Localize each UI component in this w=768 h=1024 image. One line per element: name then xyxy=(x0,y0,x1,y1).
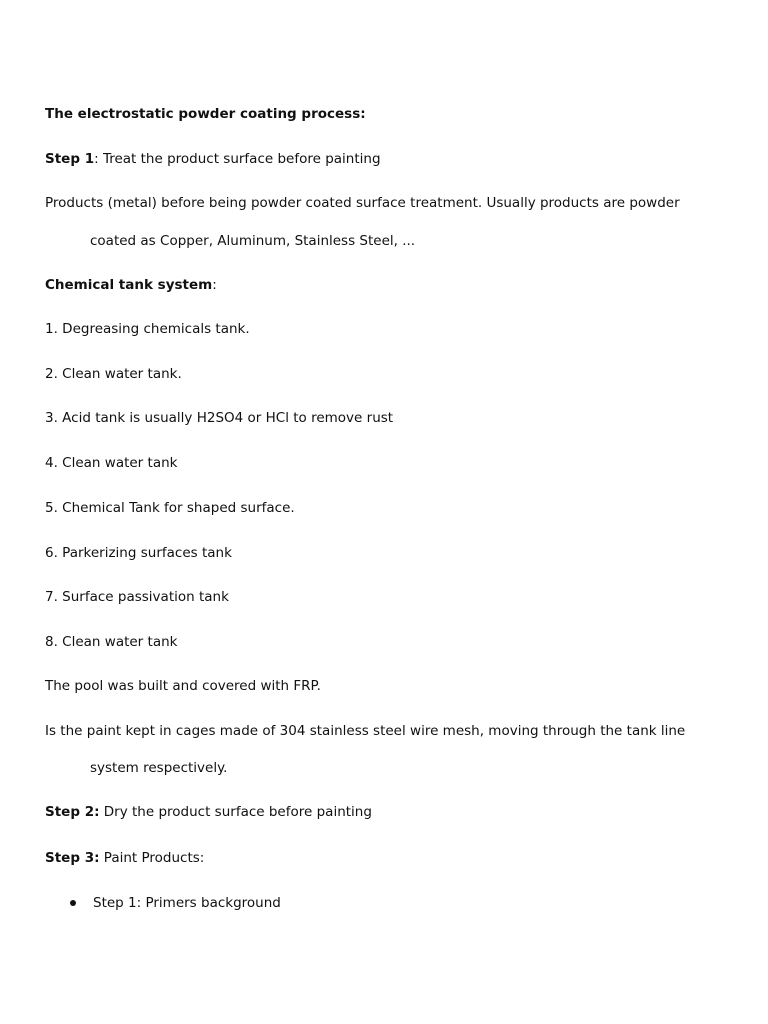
tank-heading-colon: : xyxy=(212,277,217,293)
tank-item-3: 3. Acid tank is usually H2SO4 or HCl to remove rust xyxy=(45,410,394,426)
tank-system-heading xyxy=(45,276,217,294)
paint-cage-line-2: system respectively. xyxy=(90,760,228,776)
tank-item-6: 6. Parkerizing surfaces tank xyxy=(45,545,232,561)
step2-heading xyxy=(45,803,372,821)
bullet-item-1: Step 1: Primers background xyxy=(93,895,281,911)
step1-label: Step 1 xyxy=(45,151,95,167)
tank-item-1: 1. Degreasing chemicals tank. xyxy=(45,321,250,337)
tank-item-2: 2. Clean water tank. xyxy=(45,366,182,382)
step2-label: Step 2: xyxy=(45,804,100,820)
tank-item-5: 5. Chemical Tank for shaped surface. xyxy=(45,500,295,516)
step1-text: Treat the product surface before painting xyxy=(98,151,381,167)
pool-text: The pool was built and covered with FRP. xyxy=(45,678,321,694)
intro-line-2: coated as Copper, Aluminum, Stainless Steel, ... xyxy=(90,233,416,249)
step3-heading xyxy=(45,849,204,867)
step1-colon: : xyxy=(94,151,99,167)
step3-text: Paint Products: xyxy=(99,850,205,866)
tank-item-7: 7. Surface passivation tank xyxy=(45,589,229,605)
paint-cage-line-1: Is the paint kept in cages made of 304 stainless steel wire mesh, moving through the tank line xyxy=(45,723,686,739)
tank-heading-label: Chemical tank system xyxy=(45,277,213,293)
step3-label: Step 3: xyxy=(45,850,100,866)
step1-heading xyxy=(45,150,381,168)
document-title: The electrostatic powder coating process: xyxy=(45,106,366,122)
tank-item-4: 4. Clean water tank xyxy=(45,455,178,471)
tank-item-8: 8. Clean water tank xyxy=(45,634,178,650)
bullet-icon xyxy=(70,900,76,906)
step2-text: Dry the product surface before painting xyxy=(99,804,372,820)
intro-line-1: Products (metal) before being powder coated surface treatment. Usually products are powder xyxy=(45,195,680,211)
